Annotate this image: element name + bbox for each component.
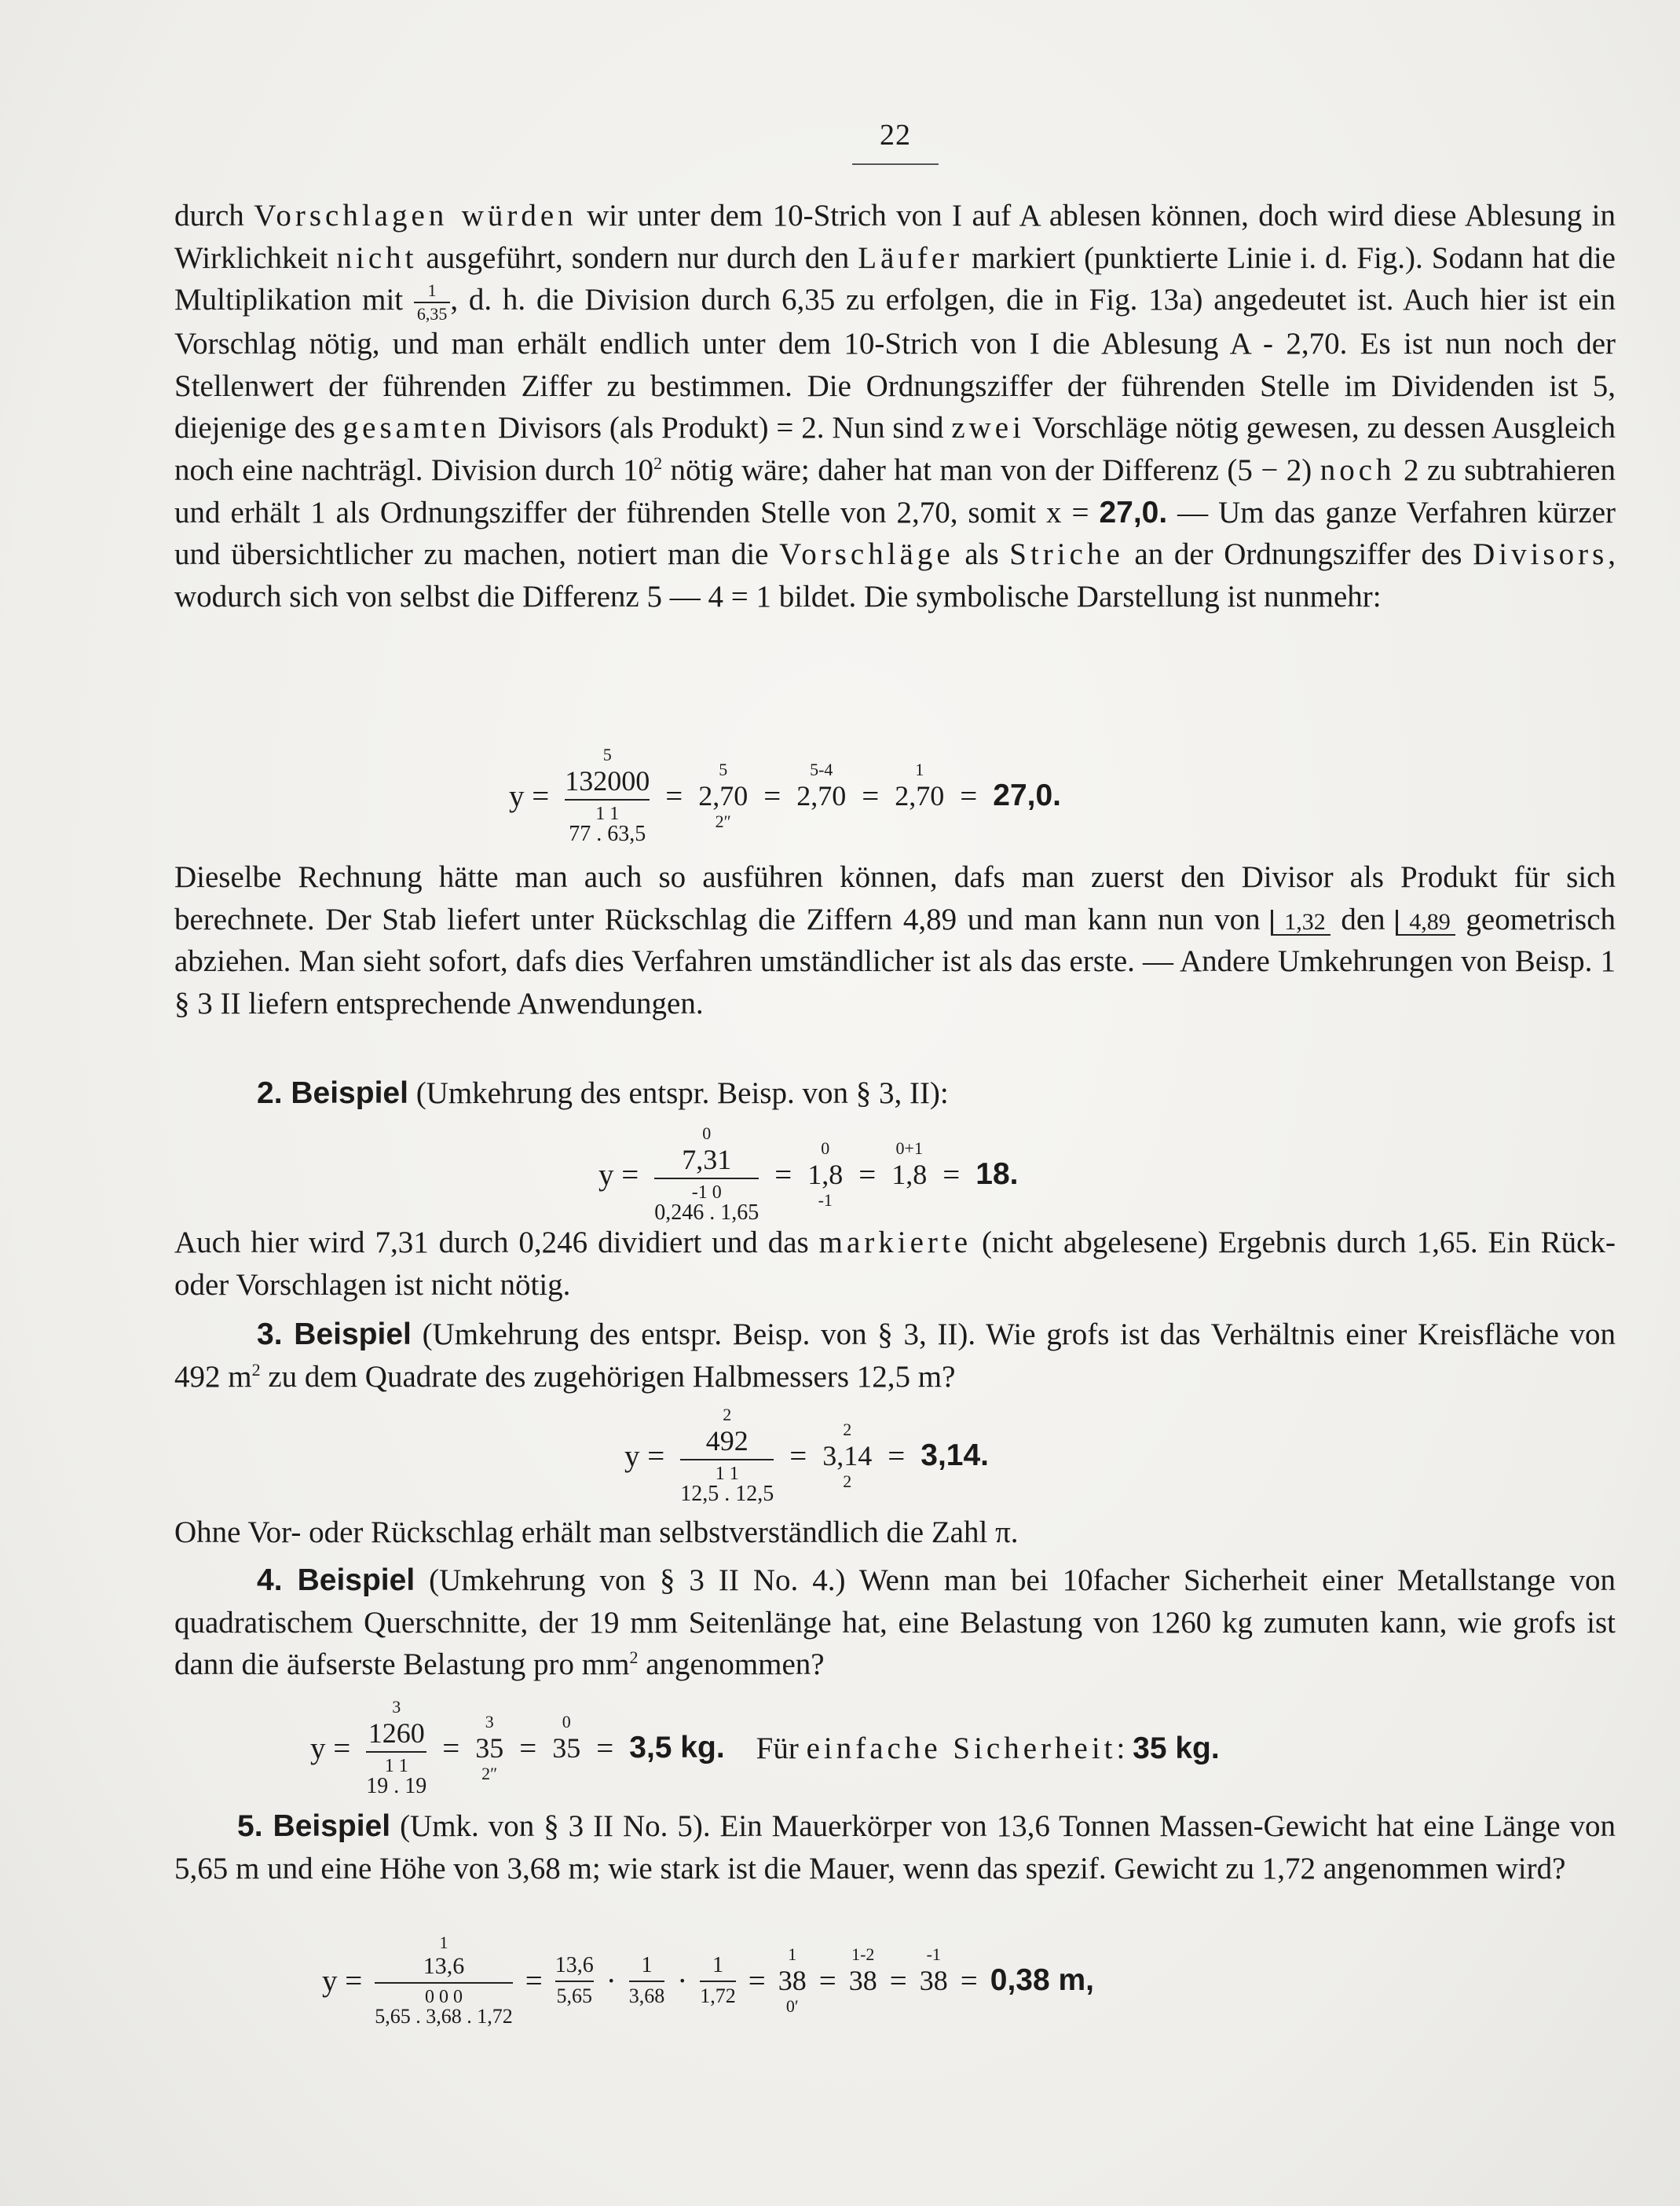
order-mark: -1 [926, 1944, 941, 1964]
multiply-dot: · [606, 1963, 617, 1998]
spaced-word: nicht [336, 240, 418, 275]
denominator: 3,68 [628, 1984, 665, 2007]
order-mark: 1 [915, 760, 924, 779]
value: 35 [552, 1732, 581, 1764]
equals-sign: = [888, 1438, 906, 1473]
order-mark: 3 [485, 1712, 494, 1731]
text-run: durch [174, 199, 254, 233]
equals-sign: = [763, 779, 781, 813]
fraction-bar [555, 1981, 594, 1982]
value: 38 [778, 1965, 807, 1996]
superscript: 2 [653, 453, 663, 474]
example-4-paragraph [174, 1559, 1616, 1686]
formula-5 [322, 1934, 1094, 2027]
note-text [756, 1731, 1220, 1766]
text-run: Divisors (als Produkt) = 2. Nun sind [489, 411, 952, 445]
value: 1,8 [891, 1159, 928, 1190]
numerator: 1 [641, 1953, 653, 1977]
formula-2 [598, 1125, 1018, 1224]
text-run: (Umkehrung des entspr. Beisp. von § 3, II): [408, 1076, 949, 1110]
equals-sign: = [665, 779, 683, 813]
equals-sign: = [442, 1731, 460, 1765]
equals-sign: = [519, 1731, 537, 1765]
equals-sign: = [818, 1963, 836, 1998]
spacer [819, 813, 824, 830]
formula-term [778, 1946, 807, 2015]
paragraph-2 [174, 856, 1616, 1024]
formula-result: 27,0. [993, 779, 1061, 812]
numerator: 1260 [368, 1717, 425, 1749]
fraction-bar [565, 799, 650, 801]
order-mark: 0 [702, 1123, 712, 1143]
bold-result: 27,0. [1099, 495, 1168, 530]
formula-term [920, 1946, 948, 2015]
spaced-word: zwei [951, 411, 1025, 445]
spacer [565, 1765, 569, 1783]
formula-result: 18. [975, 1157, 1019, 1191]
equals-sign: = [889, 1963, 907, 1998]
formula-lhs: y = [509, 779, 550, 813]
spaced-word: einfache Sicherheit [806, 1731, 1117, 1765]
spacer [917, 813, 922, 830]
order-mark: 1 1 [595, 804, 620, 824]
stroke-mark: 2 [843, 1471, 852, 1491]
equals-sign: = [789, 1438, 807, 1473]
example-label: 5. Beispiel [237, 1809, 391, 1843]
paragraph-4 [174, 1512, 1616, 1554]
denominator: 0,246 . 1,65 [654, 1200, 759, 1225]
text-run: nötig wäre; daher hat man von der Differenz (5 − 2) [662, 453, 1320, 488]
formula-term [475, 1713, 503, 1783]
formula-term [807, 1140, 843, 1209]
fraction-bar [654, 1178, 759, 1179]
order-mark: 0 [821, 1138, 830, 1158]
text-run: zu dem Quadrate des zugehörigen Halbmessers 12,5 m? [260, 1359, 956, 1394]
slide-rule-readout: 4,89 [1396, 910, 1455, 936]
value: 2,70 [796, 780, 847, 812]
spaced-word: würden [448, 199, 577, 233]
value: 2,70 [895, 780, 945, 812]
spaced-word: Vorschläge [779, 537, 954, 572]
spaced-word: Vorschlagen [254, 199, 448, 233]
stroke-mark: 0′ [785, 1996, 799, 2016]
equals-sign: = [960, 779, 978, 813]
page-number-rule [852, 163, 939, 165]
numerator: 7,31 [682, 1144, 732, 1175]
spacer [907, 1192, 912, 1209]
example-5-paragraph [174, 1805, 1616, 1889]
denominator: 5,65 [556, 1984, 592, 2007]
formula-term [698, 761, 748, 830]
order-mark: -1 0 [691, 1182, 722, 1203]
formula-term [629, 1955, 665, 2006]
order-mark: 1 1 [715, 1464, 739, 1484]
formula-4 [310, 1698, 1220, 1797]
denominator: 1,72 [700, 1984, 736, 2007]
text-run: geometrisch abziehen. Man sieht sofort, dafs dies Verfahren umständlicher ist als das erste. — Andere Umkehrungen von Beisp. 1 § 3 II liefern entsprechende Anwendungen. [174, 902, 1616, 1021]
fraction-numerator: 1 [414, 282, 451, 303]
order-mark: 1 [788, 1944, 797, 1964]
multiply-dot: · [677, 1963, 688, 1998]
order-mark: 5-4 [810, 760, 833, 779]
spaced-word: Divisors [1473, 537, 1609, 572]
denominator: 77 . 63,5 [569, 822, 646, 846]
order-mark: 5 [602, 745, 612, 764]
formula-result: 3,14. [921, 1438, 989, 1472]
order-mark: 2 [723, 1405, 732, 1424]
spaced-word: Läufer [858, 240, 964, 275]
example-2-heading [174, 1072, 1616, 1115]
formula-term [366, 1698, 426, 1797]
order-mark: 1 1 [384, 1756, 408, 1776]
equals-sign: = [858, 1157, 877, 1192]
value: 2,70 [698, 780, 748, 812]
equals-sign: = [774, 1157, 792, 1192]
formula-term [891, 1140, 927, 1209]
formula-lhs: y = [322, 1963, 363, 1998]
fraction-bar [680, 1459, 774, 1460]
paragraph-3 [174, 1222, 1616, 1306]
example-label: 4. Beispiel [257, 1563, 415, 1597]
stroke-mark: 2″ [481, 1764, 498, 1783]
spacer [861, 1998, 866, 2015]
spaced-word: Striche [1009, 537, 1124, 572]
text-run: ausgeführt, sondern nur durch den [417, 240, 858, 275]
text-run: angenommen? [638, 1647, 825, 1682]
formula-term [565, 746, 650, 845]
text-run: (Umkehrung von § 3 II No. 4.) Wenn man bei 10facher Sicherheit einer Metallstange von quadratischem Querschnitte, der 19 mm Seitenlänge hat, eine Belastung von 1260 kg zumuten kann, wie grofs ist dann die äufserste Belastung pro mm [174, 1563, 1616, 1682]
text-run: , d. h. die Division durch 6,35 zu erfolgen, die in Fig. 13a) angedeutet ist. Auch hier ist ein Vorschlag nötig, und man erhält endlich unter dem 10-Strich von I die Ablesung A - 2,70. Es ist nun noch der Stellenwert der führenden Ziffer zu bestimmen. Die Ordnungsziffer der führenden Stelle im Dividenden ist 5, diejenige des [174, 283, 1616, 445]
formula-term [895, 761, 944, 830]
text-run: : [1116, 1731, 1133, 1765]
text-run: Auch hier wird 7,31 durch 0,246 dividiert und das [174, 1226, 819, 1259]
slide-rule-readout: 1,32 [1271, 910, 1330, 936]
numerator: 13,6 [555, 1953, 594, 1977]
formula-lhs: y = [310, 1731, 351, 1765]
order-mark: 0 [562, 1712, 571, 1731]
equals-sign: = [960, 1963, 978, 1998]
order-mark: 3 [392, 1697, 401, 1717]
example-label: 2. Beispiel [257, 1076, 408, 1110]
formula-1 [509, 746, 1061, 845]
text-run: Dieselbe Rechnung hätte man auch so ausführen können, dafs man zuerst den Divisor als Produkt für sich berechnete. Der Stab liefert unter Rückschlag die Ziffern 4,89 und man kann nun von [174, 860, 1616, 936]
example-3-paragraph [174, 1314, 1616, 1398]
spaced-word: noch [1319, 453, 1396, 488]
text-run: wir unter dem 10-Strich von I auf A ablesen können, doch wird diese Ablesung in Wirklichkeit [174, 199, 1616, 275]
equals-sign: = [942, 1157, 961, 1192]
text-run: (Umk. von § 3 II No. 5). Ein Mauerkörper von 13,6 Tonnen Massen-Gewicht hat eine Länge von 5,65 m und eine Höhe von 3,68 m; wie stark ist die Mauer, wenn das spezif. Gewicht zu 1,72 angenommen wird? [174, 1809, 1616, 1885]
fraction-bar [375, 1982, 513, 1984]
value: 38 [848, 1965, 877, 1996]
text-run: als [953, 537, 1010, 572]
formula-result: 35 kg. [1133, 1731, 1220, 1765]
page-number: 22 [880, 119, 911, 152]
superscript: 2 [251, 1359, 261, 1380]
fraction-denominator: 6,35 [416, 304, 448, 324]
formula-result: 3,5 kg. [629, 1731, 725, 1764]
stroke-mark: 2″ [715, 812, 731, 831]
order-mark: 0+1 [895, 1138, 923, 1158]
text-run: (Umkehrung des entspr. Beisp. von § 3, II). Wie grofs ist das Verhältnis einer Kreisfläche von 492 m [174, 1317, 1616, 1394]
formula-term [654, 1125, 759, 1224]
text-run: Ohne Vor- oder Rückschlag erhält man selbstverständlich die Zahl π. [174, 1515, 1019, 1549]
denominator: 19 . 19 [366, 1774, 427, 1798]
formula-lhs: y = [598, 1157, 639, 1192]
text-run: Für [756, 1731, 807, 1765]
formula-term [822, 1421, 872, 1490]
denominator: 5,65 . 3,68 . 1,72 [375, 2005, 513, 2028]
formula-term [555, 1955, 594, 2006]
value: 3,14 [822, 1440, 873, 1471]
order-mark: 5 [719, 760, 728, 779]
formula-term [796, 761, 846, 830]
text-run: (nicht abgelesene) Ergebnis durch 1,65. Ein Rück- oder Vorschlagen ist nicht nötig. [174, 1226, 1616, 1302]
fraction-bar [629, 1981, 665, 1982]
formula-term [700, 1955, 736, 2006]
order-mark: 2 [843, 1420, 852, 1439]
equals-sign: = [862, 779, 880, 813]
example-label: 3. Beispiel [257, 1317, 412, 1351]
spacer [932, 1998, 936, 2015]
text-run: an der Ordnungsziffer des [1123, 537, 1473, 572]
order-mark: 0 0 0 [425, 1987, 463, 2007]
numerator: 132000 [565, 765, 650, 797]
fraction-bar [700, 1981, 736, 1982]
superscript: 2 [629, 1647, 639, 1668]
spaced-word: gesamten [342, 411, 490, 445]
formula-lhs: y = [624, 1438, 665, 1473]
paragraph-1 [174, 195, 1616, 617]
order-mark: 1 [439, 1933, 448, 1952]
value: 38 [919, 1965, 948, 1996]
text-run: , wodurch sich von selbst die Differenz 5 — 4 = 1 bildet. Die symbolische Darstellung ist nunmehr: [174, 537, 1616, 614]
equals-sign: = [748, 1963, 766, 1998]
equals-sign: = [596, 1731, 614, 1765]
fraction-bar [366, 1751, 426, 1753]
value: 35 [475, 1732, 504, 1764]
formula-term [849, 1946, 877, 2015]
numerator: 492 [705, 1425, 748, 1457]
spaced-word: markierte [818, 1226, 972, 1259]
order-mark: 1-2 [851, 1944, 875, 1964]
formula-term [375, 1934, 513, 2027]
inline-fraction [414, 282, 451, 323]
formula-3 [624, 1406, 989, 1505]
denominator: 12,5 . 12,5 [680, 1482, 774, 1506]
text-run: den [1330, 902, 1396, 936]
numerator: 1 [712, 1953, 723, 1977]
formula-result: 0,38 m, [990, 1963, 1095, 1997]
value: 1,8 [807, 1159, 844, 1190]
numerator: 13,6 [423, 1953, 465, 1979]
text-run: Vorschläge nötig gewesen, zu dessen Ausgleich noch eine nachträgl. Division durch 10 [174, 411, 1616, 488]
formula-term [552, 1713, 580, 1783]
equals-sign: = [525, 1963, 543, 1998]
text-run: — Um das ganze Verfahren kürzer und übersichtlicher zu machen, notiert man die [174, 495, 1616, 572]
stroke-mark: -1 [818, 1190, 833, 1210]
formula-term [680, 1406, 774, 1505]
text-run: 2 zu subtrahieren und erhält 1 als Ordnungsziffer der führenden Stelle von 2,70, somit x = [174, 453, 1616, 530]
text-run: markiert (punktierte Linie i. d. Fig.). Sodann hat die Multiplikation mit [174, 240, 1616, 317]
